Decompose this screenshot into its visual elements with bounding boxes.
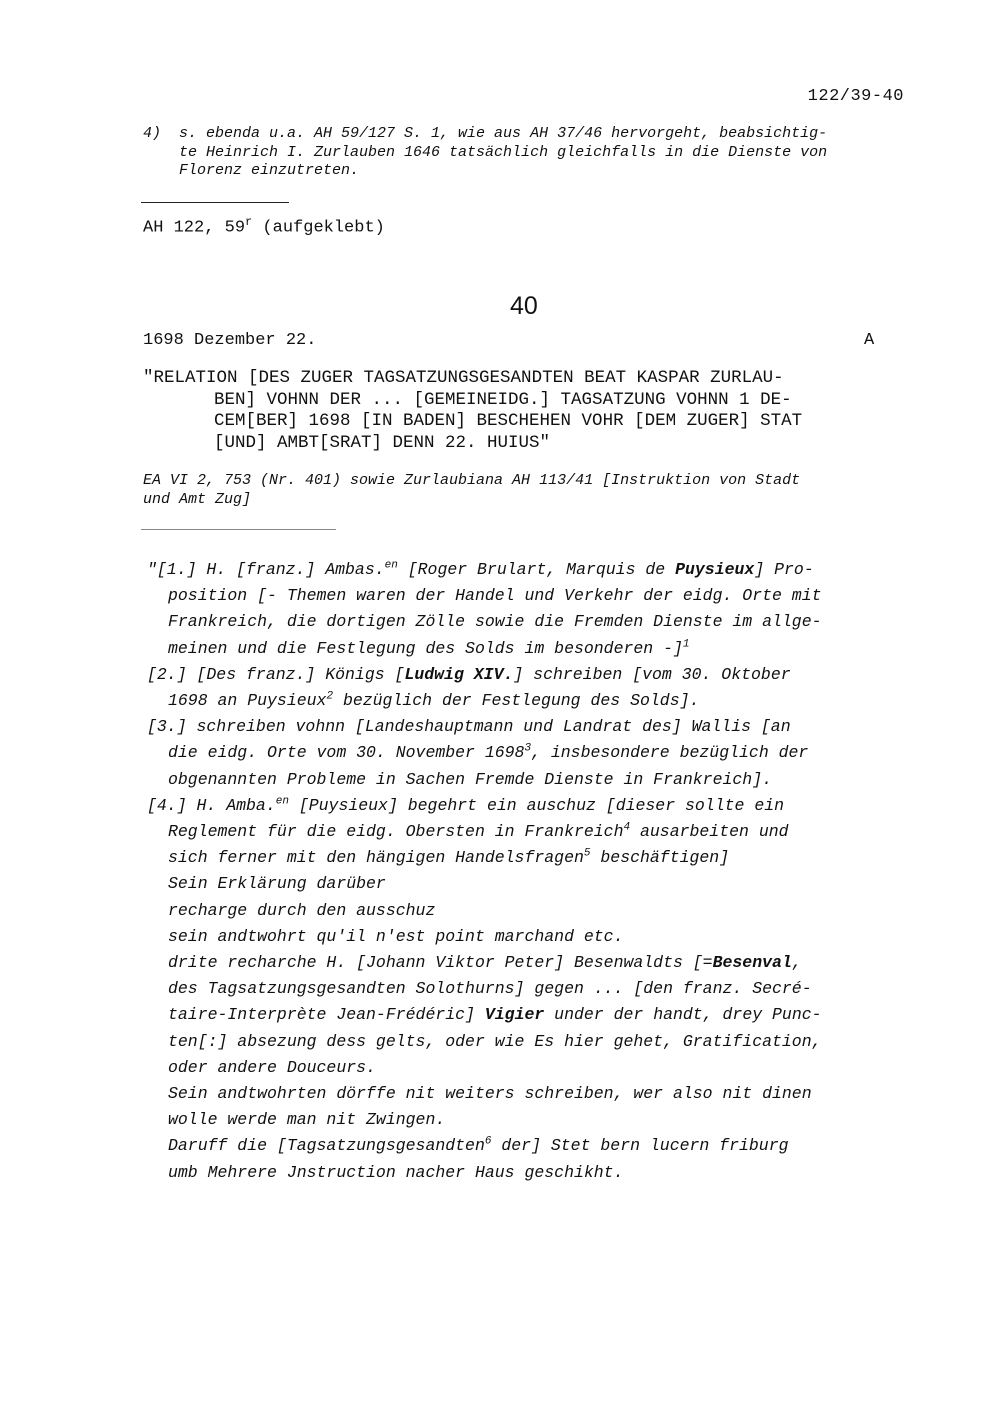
body-line: taire-Interprète Jean-Frédéric] Vigier under der handt, drey Punc- [168, 1005, 822, 1025]
superscript: en [384, 559, 398, 572]
footnote-marker: 1 [682, 638, 690, 651]
name-bold: Vigier [484, 1005, 545, 1025]
footnote-line: Florenz einzutreten. [143, 162, 360, 179]
body-line: sein andtwohrt qu'il n'est point marchand etc. [168, 926, 624, 946]
body-line: ten[:] absezung dess gelts, oder wie Es hier gehet, Gratification, [168, 1031, 822, 1051]
reference-line: und Amt Zug] [143, 490, 252, 508]
footnote-marker: 3 [524, 742, 532, 755]
reference-line: EA VI 2, 753 (Nr. 401) sowie Zurlaubiana AH 113/41 [Instruktion von Stadt [143, 472, 801, 489]
body-line: [4.] H. Amba.$^{en}$ [Puysieux] begehrt ein auschuz [dieser sollte ein [147, 795, 785, 815]
document-title [143, 368, 913, 454]
footnote-marker: 5 [583, 847, 591, 860]
body-line: "[1.] H. [franz.] Ambas.$^{en}$ [Roger Brulart, Marquis de Puysieux] Pro- [147, 559, 814, 579]
body-line: umb Mehrere Jnstruction nacher Haus geschikht. [168, 1162, 624, 1182]
footnote-line: 4) s. ebenda u.a. AH 59/127 S. 1, wie aus AH 37/46 hervorgeht, beabsichtig- [143, 125, 828, 142]
page-number: 122/39-40 [807, 87, 904, 106]
document-date: 1698 Dezember 22. [143, 331, 317, 350]
body-line: Frankreich, die dortigen Zölle sowie die Fremden Dienste im allge- [168, 612, 822, 632]
body-line: Sein Erklärung darüber [168, 874, 386, 894]
body-line: recharge durch den ausschuz [168, 900, 436, 920]
body-line: meinen und die Festlegung des Solds im besonderen -]$^1$ [168, 638, 690, 658]
body-line: sich ferner mit den hängigen Handelsfragen$^5$ beschäftigen] [168, 847, 730, 868]
body-line: position [- Themen waren der Handel und Verkehr der eidg. Orte mit [168, 586, 822, 606]
name-bold: Puysieux [675, 560, 755, 579]
title-line: "RELATION [DES ZUGER TAGSATZUNGSGESANDTEN BEAT KASPAR ZURLAU- [143, 368, 784, 388]
body-line: wolle werde man nit Zwingen. [168, 1110, 446, 1130]
footnote-marker: 4 [623, 821, 631, 834]
footnote-line: te Heinrich I. Zurlauben 1646 tatsächlich gleichfalls in die Dienste von [143, 143, 828, 161]
footnote [143, 125, 913, 181]
body-line: obgenannten Probleme in Sachen Fremde Dienste in Frankreich]. [168, 769, 772, 789]
source-suffix: (aufgeklebt) [252, 218, 385, 238]
body-line: Reglement für die eidg. Obersten in Frankreich$^4$ ausarbeiten und [168, 821, 789, 842]
reference-note [143, 472, 913, 509]
source-text: AH 122, 59 [143, 218, 246, 238]
reference-separator [141, 529, 336, 530]
body-line: die eidg. Orte vom 30. November 1698$^3$, insbesondere bezüglich der [168, 742, 809, 763]
document-number: 40 [510, 292, 538, 320]
body-line: 1698 an Puysieux$^2$ bezüglich der Festlegung des Solds]. [168, 690, 700, 711]
superscript: en [275, 795, 289, 808]
body-line: des Tagsatzungsgesandten Solothurns] gegen ... [den franz. Secré- [168, 979, 812, 999]
body-line: [3.] schreiben vohnn [Landeshauptmann und Landrat des] Wallis [an [147, 717, 791, 737]
name-bold: Besenval [712, 953, 792, 973]
footnote-marker: 2 [326, 690, 334, 703]
source-reference [143, 215, 385, 238]
source-superscript: r [245, 215, 253, 229]
body-text [147, 557, 917, 1186]
title-line: BEN] VOHNN DER ... [GEMEINEIDG.] TAGSATZUNG VOHNN 1 DE- [214, 389, 792, 410]
body-line: oder andere Douceurs. [168, 1057, 376, 1077]
body-line: drite recharche H. [Johann Viktor Peter] Besenwaldts [=Besenval, [168, 953, 802, 973]
body-line: [2.] [Des franz.] Königs [Ludwig XIV.] schreiben [vom 30. Oktober [147, 664, 791, 684]
footnote-marker: 6 [484, 1135, 492, 1148]
body-line: Daruff die [Tagsatzungsgesandten$^6$ der] Stet bern lucern friburg [168, 1135, 789, 1156]
document-class: A [864, 331, 875, 350]
title-line: [UND] AMBT[SRAT] DENN 22. HUIUS" [214, 432, 551, 453]
body-line: Sein andtwohrten dörffe nit weiters schreiben, wer also nit dinen [168, 1084, 812, 1104]
title-line: CEM[BER] 1698 [IN BADEN] BESCHEHEN VOHR [DEM ZUGER] STAT [214, 411, 803, 431]
footnote-separator [141, 202, 289, 203]
name-bold: Ludwig XIV. [404, 664, 514, 684]
